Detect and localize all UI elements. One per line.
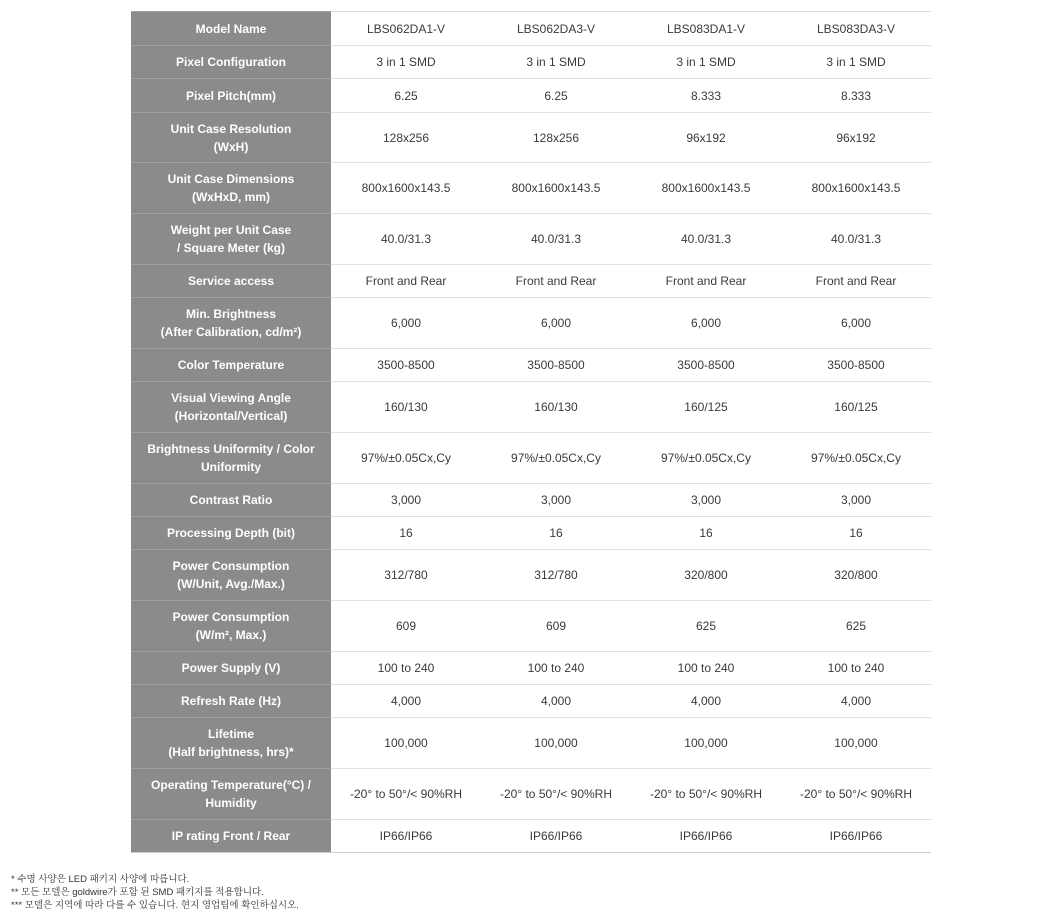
spec-row-label: Power Consumption (W/m², Max.) bbox=[131, 601, 331, 652]
spec-row bbox=[131, 46, 931, 79]
spec-value-2: 6,000 bbox=[481, 298, 631, 349]
spec-row bbox=[131, 214, 931, 265]
spec-row bbox=[131, 163, 931, 214]
spec-value-4: 97%/±0.05Cx,Cy bbox=[781, 433, 931, 484]
spec-value-1: 100 to 240 bbox=[331, 652, 481, 685]
spec-row bbox=[131, 685, 931, 718]
spec-value-4: 40.0/31.3 bbox=[781, 214, 931, 265]
spec-row-label: Brightness Uniformity / Color Uniformity bbox=[131, 433, 331, 484]
spec-value-1: 800x1600x143.5 bbox=[331, 163, 481, 214]
spec-value-2: 16 bbox=[481, 517, 631, 550]
footnote: * 수명 사양은 LED 패키지 사양에 따릅니다. bbox=[11, 874, 190, 885]
spec-value-3: 4,000 bbox=[631, 685, 781, 718]
spec-value-2: 312/780 bbox=[481, 550, 631, 601]
spec-value-4: -20° to 50°/< 90%RH bbox=[781, 769, 931, 820]
spec-value-2: 3,000 bbox=[481, 484, 631, 517]
spec-value-1: LBS062DA1-V bbox=[331, 12, 481, 46]
spec-value-4: 100,000 bbox=[781, 718, 931, 769]
spec-value-1: 609 bbox=[331, 601, 481, 652]
spec-value-2: 6.25 bbox=[481, 79, 631, 113]
spec-value-4: 800x1600x143.5 bbox=[781, 163, 931, 214]
spec-value-2: Front and Rear bbox=[481, 265, 631, 298]
spec-value-2: IP66/IP66 bbox=[481, 820, 631, 853]
spec-value-3: 40.0/31.3 bbox=[631, 214, 781, 265]
spec-value-3: 100,000 bbox=[631, 718, 781, 769]
spec-row-label: Visual Viewing Angle (Horizontal/Vertical) bbox=[131, 382, 331, 433]
spec-value-3: 3 in 1 SMD bbox=[631, 46, 781, 79]
spec-value-1: 160/130 bbox=[331, 382, 481, 433]
spec-row-label: Pixel Configuration bbox=[131, 46, 331, 79]
spec-row-label: Model Name bbox=[131, 12, 331, 46]
spec-value-3: 320/800 bbox=[631, 550, 781, 601]
spec-row bbox=[131, 298, 931, 349]
spec-value-4: 320/800 bbox=[781, 550, 931, 601]
spec-row-label: Processing Depth (bit) bbox=[131, 517, 331, 550]
spec-value-4: LBS083DA3-V bbox=[781, 12, 931, 46]
spec-value-1: Front and Rear bbox=[331, 265, 481, 298]
spec-value-3: IP66/IP66 bbox=[631, 820, 781, 853]
spec-row-label: Lifetime (Half brightness, hrs)* bbox=[131, 718, 331, 769]
spec-value-3: LBS083DA1-V bbox=[631, 12, 781, 46]
spec-value-3: 16 bbox=[631, 517, 781, 550]
spec-value-1: 97%/±0.05Cx,Cy bbox=[331, 433, 481, 484]
spec-value-2: 128x256 bbox=[481, 113, 631, 163]
spec-value-3: 6,000 bbox=[631, 298, 781, 349]
spec-value-4: 96x192 bbox=[781, 113, 931, 163]
spec-value-4: 160/125 bbox=[781, 382, 931, 433]
spec-row-label: Operating Temperature(°C) / Humidity bbox=[131, 769, 331, 820]
spec-row bbox=[131, 820, 931, 853]
spec-value-3: 3500-8500 bbox=[631, 349, 781, 382]
spec-row-label: Contrast Ratio bbox=[131, 484, 331, 517]
spec-value-1: 100,000 bbox=[331, 718, 481, 769]
footnote: *** 모델은 지역에 따라 다를 수 있습니다. 현지 영업팀에 확인하십시오. bbox=[11, 900, 299, 911]
spec-value-2: 4,000 bbox=[481, 685, 631, 718]
spec-row bbox=[131, 382, 931, 433]
spec-value-3: 100 to 240 bbox=[631, 652, 781, 685]
footnote: ** 모든 모델은 goldwire가 포함 된 SMD 패키지를 적용합니다. bbox=[11, 887, 264, 898]
spec-value-4: 8.333 bbox=[781, 79, 931, 113]
spec-value-1: 6.25 bbox=[331, 79, 481, 113]
spec-value-1: -20° to 50°/< 90%RH bbox=[331, 769, 481, 820]
spec-value-4: 100 to 240 bbox=[781, 652, 931, 685]
spec-row bbox=[131, 601, 931, 652]
spec-value-2: 100,000 bbox=[481, 718, 631, 769]
spec-row bbox=[131, 484, 931, 517]
spec-value-2: 97%/±0.05Cx,Cy bbox=[481, 433, 631, 484]
spec-table bbox=[131, 11, 931, 853]
spec-row bbox=[131, 12, 931, 46]
spec-row bbox=[131, 433, 931, 484]
spec-value-4: IP66/IP66 bbox=[781, 820, 931, 853]
spec-value-3: 800x1600x143.5 bbox=[631, 163, 781, 214]
spec-value-2: 160/130 bbox=[481, 382, 631, 433]
spec-row-label: Unit Case Resolution (WxH) bbox=[131, 113, 331, 163]
spec-row bbox=[131, 550, 931, 601]
spec-value-3: 96x192 bbox=[631, 113, 781, 163]
spec-row bbox=[131, 265, 931, 298]
spec-value-3: 8.333 bbox=[631, 79, 781, 113]
spec-row bbox=[131, 769, 931, 820]
footnotes bbox=[11, 873, 299, 912]
spec-value-1: 40.0/31.3 bbox=[331, 214, 481, 265]
spec-row-label: IP rating Front / Rear bbox=[131, 820, 331, 853]
spec-value-1: 3500-8500 bbox=[331, 349, 481, 382]
spec-row-label: Color Temperature bbox=[131, 349, 331, 382]
spec-row-label: Unit Case Dimensions (WxHxD, mm) bbox=[131, 163, 331, 214]
spec-value-1: 6,000 bbox=[331, 298, 481, 349]
spec-row-label: Power Supply (V) bbox=[131, 652, 331, 685]
spec-value-2: 609 bbox=[481, 601, 631, 652]
spec-row-label: Pixel Pitch(mm) bbox=[131, 79, 331, 113]
spec-value-4: 6,000 bbox=[781, 298, 931, 349]
spec-value-2: 3500-8500 bbox=[481, 349, 631, 382]
spec-row bbox=[131, 349, 931, 382]
spec-value-1: IP66/IP66 bbox=[331, 820, 481, 853]
spec-value-3: 3,000 bbox=[631, 484, 781, 517]
spec-value-2: -20° to 50°/< 90%RH bbox=[481, 769, 631, 820]
spec-value-2: LBS062DA3-V bbox=[481, 12, 631, 46]
spec-value-3: 97%/±0.05Cx,Cy bbox=[631, 433, 781, 484]
spec-value-2: 40.0/31.3 bbox=[481, 214, 631, 265]
spec-value-3: 160/125 bbox=[631, 382, 781, 433]
spec-value-4: 16 bbox=[781, 517, 931, 550]
spec-row bbox=[131, 517, 931, 550]
spec-row bbox=[131, 718, 931, 769]
spec-value-1: 16 bbox=[331, 517, 481, 550]
spec-value-3: -20° to 50°/< 90%RH bbox=[631, 769, 781, 820]
spec-value-2: 3 in 1 SMD bbox=[481, 46, 631, 79]
spec-value-4: 625 bbox=[781, 601, 931, 652]
spec-value-3: 625 bbox=[631, 601, 781, 652]
spec-value-4: Front and Rear bbox=[781, 265, 931, 298]
spec-value-4: 3500-8500 bbox=[781, 349, 931, 382]
spec-value-4: 3 in 1 SMD bbox=[781, 46, 931, 79]
spec-value-2: 800x1600x143.5 bbox=[481, 163, 631, 214]
spec-value-4: 3,000 bbox=[781, 484, 931, 517]
spec-value-1: 3 in 1 SMD bbox=[331, 46, 481, 79]
spec-row bbox=[131, 79, 931, 113]
spec-row-label: Service access bbox=[131, 265, 331, 298]
spec-row bbox=[131, 652, 931, 685]
spec-table-body bbox=[131, 12, 931, 853]
spec-row bbox=[131, 113, 931, 163]
spec-value-1: 3,000 bbox=[331, 484, 481, 517]
spec-row-label: Power Consumption (W/Unit, Avg./Max.) bbox=[131, 550, 331, 601]
spec-value-1: 312/780 bbox=[331, 550, 481, 601]
spec-value-2: 100 to 240 bbox=[481, 652, 631, 685]
spec-value-4: 4,000 bbox=[781, 685, 931, 718]
spec-value-1: 4,000 bbox=[331, 685, 481, 718]
spec-row-label: Weight per Unit Case / Square Meter (kg) bbox=[131, 214, 331, 265]
spec-row-label: Min. Brightness (After Calibration, cd/m²) bbox=[131, 298, 331, 349]
spec-value-3: Front and Rear bbox=[631, 265, 781, 298]
spec-value-1: 128x256 bbox=[331, 113, 481, 163]
spec-row-label: Refresh Rate (Hz) bbox=[131, 685, 331, 718]
